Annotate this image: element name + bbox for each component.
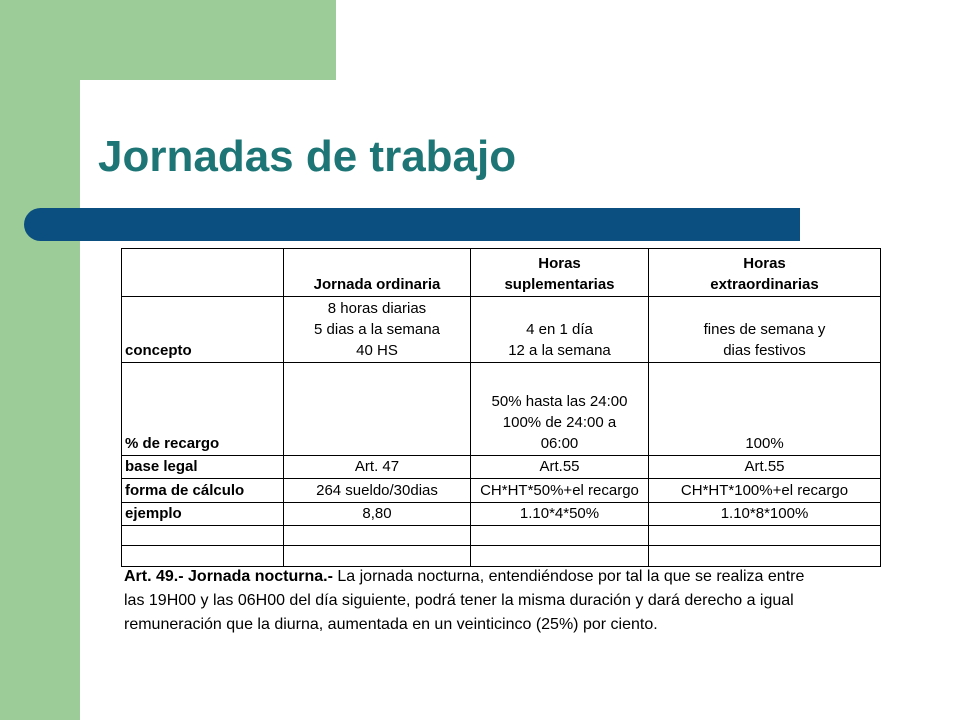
cell-forma-calculo-extraordinarias: CH*HT*100%+el recargo <box>649 479 881 503</box>
header-cell-empty <box>122 249 284 297</box>
cell-base-legal-ordinaria: Art. 47 <box>284 456 471 479</box>
top-green-block <box>0 0 336 80</box>
cell-ejemplo-extraordinarias: 1.10*8*100% <box>649 503 881 526</box>
work-hours-table <box>121 248 881 567</box>
row-label-ejemplo: ejemplo <box>122 503 284 526</box>
header-horas-extraordinarias: Horas extraordinarias <box>649 249 881 297</box>
cell-forma-calculo-suplementarias: CH*HT*50%+el recargo <box>471 479 649 503</box>
row-label-base-legal: base legal <box>122 456 284 479</box>
empty-cell <box>284 526 471 546</box>
header-jornada-ordinaria: Jornada ordinaria <box>284 249 471 297</box>
table-row-base-legal <box>122 456 881 479</box>
empty-cell <box>649 526 881 546</box>
note-body: La jornada nocturna, entendiéndose por tal la que se realiza entre las 19H00 y las 06H00 del día siguiente, podrá tener la misma duración y dará derecho a igual remuneración que la diurna, aumentada en un veinticinco (25%) por ciento. <box>124 568 805 633</box>
table-row-empty <box>122 526 881 546</box>
left-green-band <box>0 0 80 720</box>
table-header-row <box>122 249 881 297</box>
cell-base-legal-extraordinarias: Art.55 <box>649 456 881 479</box>
cell-concepto-suplementarias: 4 en 1 día 12 a la semana <box>471 297 649 363</box>
cell-recargo-extraordinarias: 100% <box>649 363 881 456</box>
row-label-recargo: % de recargo <box>122 363 284 456</box>
cell-ejemplo-suplementarias: 1.10*4*50% <box>471 503 649 526</box>
cell-recargo-suplementarias: 50% hasta las 24:00 100% de 24:00 a 06:00 <box>471 363 649 456</box>
table-row-recargo <box>122 363 881 456</box>
title-underline-bar <box>24 208 800 241</box>
empty-cell <box>649 546 881 567</box>
cell-recargo-ordinaria <box>284 363 471 456</box>
cell-ejemplo-ordinaria: 8,80 <box>284 503 471 526</box>
empty-cell <box>122 546 284 567</box>
row-label-concepto: concepto <box>122 297 284 363</box>
table-row-concepto <box>122 297 881 363</box>
table-row-forma-calculo <box>122 479 881 503</box>
cell-concepto-ordinaria: 8 horas diarias 5 dias a la semana 40 HS <box>284 297 471 363</box>
article-49-note <box>124 565 814 637</box>
cell-forma-calculo-ordinaria: 264 sueldo/30dias <box>284 479 471 503</box>
empty-cell <box>471 546 649 567</box>
header-horas-suplementarias: Horas suplementarias <box>471 249 649 297</box>
empty-cell <box>471 526 649 546</box>
empty-cell <box>284 546 471 567</box>
row-label-forma-calculo: forma de cálculo <box>122 479 284 503</box>
slide-title: Jornadas de trabajo <box>98 132 517 181</box>
table-row-ejemplo <box>122 503 881 526</box>
empty-cell <box>122 526 284 546</box>
table-row-empty <box>122 546 881 567</box>
cell-base-legal-suplementarias: Art.55 <box>471 456 649 479</box>
cell-concepto-extraordinarias: fines de semana y dias festivos <box>649 297 881 363</box>
note-heading: Art. 49.- Jornada nocturna.- <box>124 568 333 585</box>
